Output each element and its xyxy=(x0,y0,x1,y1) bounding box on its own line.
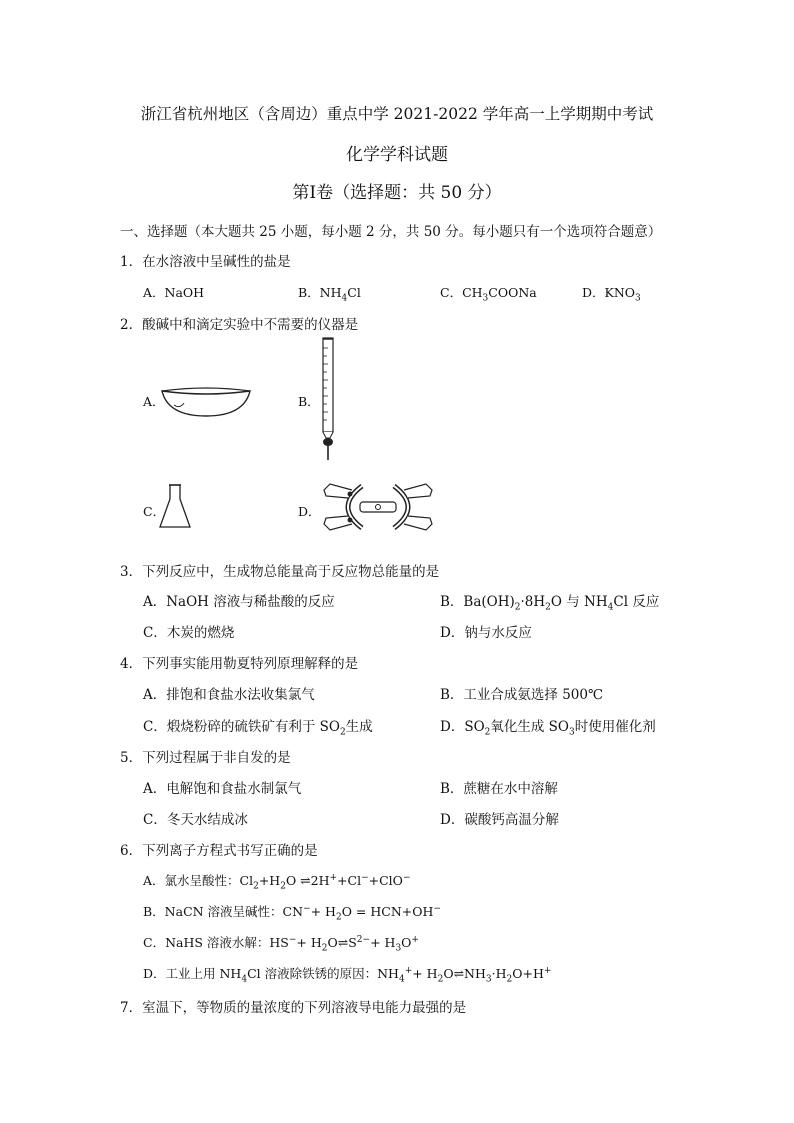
q4-option-c: C．煅烧粉碎的硫铁矿有利于 $SO_2$生成 xyxy=(143,719,373,738)
q5-option-a: A．电解饱和食盐水制氯气 xyxy=(143,781,302,797)
q3-option-a: A．NaOH 溶液与稀盐酸的反应 xyxy=(143,594,335,610)
volume-title: 第Ⅰ卷（选择题：共 50 分） xyxy=(292,183,502,203)
q2-option-d-label: D． xyxy=(298,504,321,519)
q3-option-b: B．$Ba(OH)_2\cdot 8H_2O$ 与 $NH_4Cl$ 反应 xyxy=(440,594,660,613)
q1-option-c: C．$CH_3COONa$ xyxy=(440,285,537,304)
q3-option-c: C．木炭的燃烧 xyxy=(143,625,235,641)
q1-stem: 1．在水溶液中呈碱性的盐是 xyxy=(120,254,291,270)
q4-stem: 4．下列事实能用勒夏特列原理解释的是 xyxy=(120,656,359,672)
q3-stem: 3．下列反应中，生成物总能量高于反应物总能量的是 xyxy=(120,564,440,580)
q6-option-a: A．氯水呈酸性：$Cl_2+H_2O$ ⇌2H++Cl−+ClO− xyxy=(143,872,411,892)
q3-option-d: D．钠与水反应 xyxy=(440,625,532,641)
q6-stem: 6．下列离子方程式书写正确的是 xyxy=(120,843,318,859)
q2-option-c-label: C． xyxy=(143,504,166,519)
q7-stem: 7．室温下，等物质的量浓度的下列溶液导电能力最强的是 xyxy=(120,1000,467,1016)
q1-option-a: A．NaOH xyxy=(143,285,205,300)
q5-option-b: B．蔗糖在水中溶解 xyxy=(440,781,558,797)
burette-clamp-figure xyxy=(320,476,436,538)
q1-option-b: B．$NH_4Cl$ xyxy=(298,285,361,304)
q2-option-a-label: A． xyxy=(143,394,165,409)
burette-figure xyxy=(318,336,338,464)
q2-option-b-label: B． xyxy=(298,394,320,409)
evaporating-dish-figure xyxy=(160,383,252,419)
q1-option-d: D．$KNO_3$ xyxy=(582,285,641,304)
exam-title: 浙江省杭州地区（含周边）重点中学 2021-2022 学年高一上学期期中考试 xyxy=(140,105,654,123)
section-heading: 一、选择题（本大题共 25 小题，每小题 2 分，共 50 分。每小题只有一个选项符合题意） xyxy=(120,224,662,240)
subject-title: 化学学科试题 xyxy=(346,145,448,165)
q6-option-b: B．NaCN 溶液呈碱性：$CN^-+ H_2O = HCN+OH^-$ xyxy=(143,903,441,923)
q2-stem: 2．酸碱中和滴定实验中不需要的仪器是 xyxy=(120,317,359,333)
q4-option-d: D．$SO_2$氧化生成 $SO_3$时使用催化剂 xyxy=(440,719,656,738)
q6-option-d: D．工业上用 $NH_4Cl$ 溶液除铁锈的原因：$NH_4^++$ $H_2O\rightleftharpoons NH_3\cdot H_2O+H^+$ xyxy=(143,965,552,985)
conical-flask-figure xyxy=(158,483,192,529)
q5-option-d: D．碳酸钙高温分解 xyxy=(440,812,559,828)
q4-option-b: B．工业合成氨选择 500℃ xyxy=(440,687,604,703)
q6-option-c: C．NaHS 溶液水解：$HS^-+ H_2O\rightleftharpoons S^{2-}+ H_3O^+$ xyxy=(143,934,419,954)
q5-stem: 5．下列过程属于非自发的是 xyxy=(120,750,291,766)
q4-option-a: A．排饱和食盐水法收集氯气 xyxy=(143,687,315,703)
q5-option-c: C．冬天水结成冰 xyxy=(143,812,248,828)
